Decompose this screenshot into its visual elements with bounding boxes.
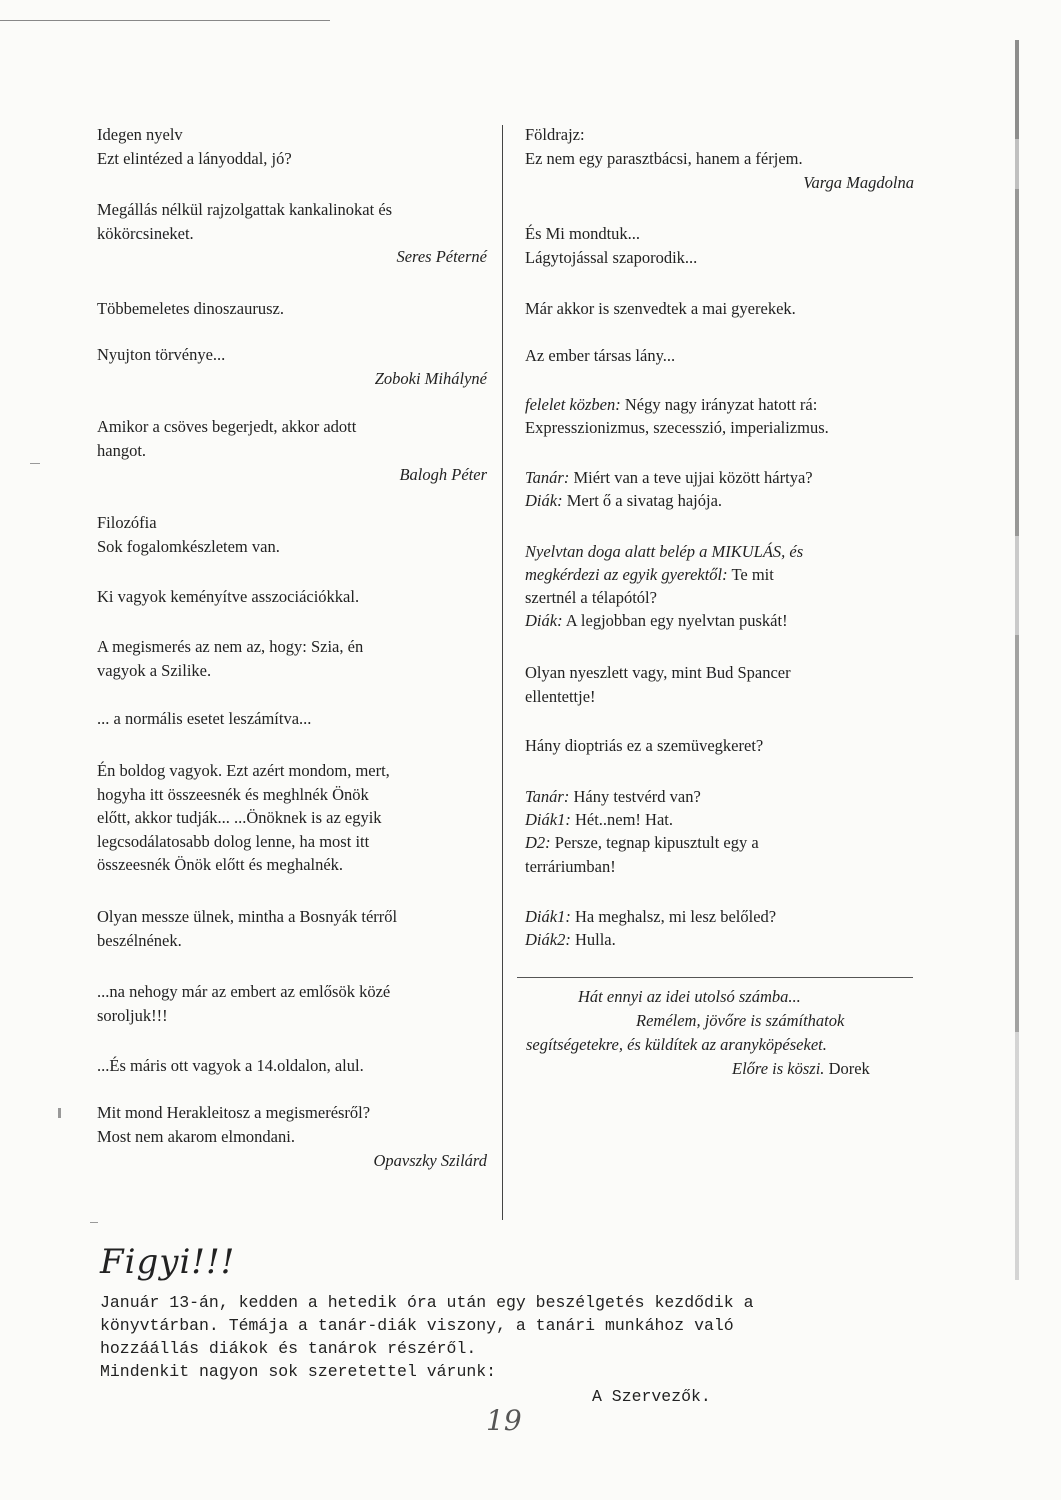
text-line bbox=[525, 564, 774, 587]
text-line: Expresszionizmus, szecesszió, imperializmus. bbox=[525, 418, 829, 437]
text-line: ellentettje! bbox=[525, 686, 596, 706]
scan-speck bbox=[90, 1222, 98, 1223]
text-line bbox=[525, 786, 701, 809]
closing-note-thanks: Előre is köszi. bbox=[732, 1059, 825, 1078]
column-divider bbox=[502, 125, 503, 1220]
text-line: vagyok a Szilike. bbox=[97, 660, 212, 680]
text-line: ...És máris ott vagyok a 14.oldalon, alul. bbox=[97, 1056, 364, 1075]
speaker-text: Hulla. bbox=[570, 930, 616, 949]
closing-note-line-3: segítségetekre, és küldítek az aranyköpéseket. bbox=[526, 1035, 827, 1054]
author-signature: Balogh Péter bbox=[399, 465, 487, 484]
announcement-line: hozzáállás diákok és tanárok részéről. bbox=[100, 1339, 477, 1358]
speaker-label: Tanár: bbox=[525, 787, 570, 806]
text-line: ...na nehogy már az embert az emlősök közé bbox=[97, 982, 391, 1001]
text-line: Mit mond Herakleitosz a megismerésről? bbox=[97, 1103, 371, 1122]
closing-note-line-2: Remélem, jövőre is számíthatok bbox=[636, 1011, 845, 1030]
announcement-line: Január 13-án, kedden a hetedik óra után egy beszélgetés kezdődik a bbox=[100, 1293, 754, 1312]
speaker-text: Miért van a teve ujjai között hártya? bbox=[569, 468, 813, 487]
text-line: Nyelvtan doga alatt belép a MIKULÁS, és bbox=[525, 542, 804, 561]
announcement-heading: Figyi!!! bbox=[100, 1242, 236, 1282]
speaker-label: D2: bbox=[525, 833, 551, 852]
text-line: összeesnék Önök előtt és meghalnék. bbox=[97, 855, 344, 874]
text-line: Ki vagyok keményítve asszociációkkal. bbox=[97, 587, 360, 606]
text-line: Idegen nyelv bbox=[97, 125, 183, 144]
text-line: hogyha itt összeesnék és meghlnék Önök bbox=[97, 784, 369, 804]
top-rule bbox=[0, 20, 330, 21]
closing-note-line-4 bbox=[732, 1058, 870, 1081]
text-line: Megállás nélkül rajzolgattak kankalinokat és bbox=[97, 200, 393, 219]
text-line: előtt, akkor tudják... ...Önöknek is az egyik bbox=[97, 808, 382, 827]
text-line: Olyan messze ülnek, mintha a Bosnyák térről bbox=[97, 907, 398, 926]
text-line bbox=[525, 467, 813, 490]
speaker-label: Tanár: bbox=[525, 468, 570, 487]
text-line: Most nem akarom elmondani. bbox=[97, 1126, 295, 1146]
speaker-label: Diák1: bbox=[525, 810, 571, 829]
right-column-separator bbox=[517, 977, 913, 978]
scan-edge-shadow bbox=[1015, 40, 1019, 1280]
author-signature: Zoboki Mihályné bbox=[374, 369, 487, 388]
text-line bbox=[525, 809, 673, 832]
speaker-text: Te mit bbox=[727, 565, 774, 584]
text-line: Amikor a csöves begerjedt, akkor adott bbox=[97, 417, 357, 436]
author-signature: Varga Magdolna bbox=[803, 173, 914, 192]
speaker-label: Diák: bbox=[525, 611, 563, 630]
text-line: Már akkor is szenvedtek a mai gyerekek. bbox=[525, 299, 796, 318]
author-signature: Seres Péterné bbox=[396, 247, 487, 266]
scan-speck bbox=[58, 1108, 61, 1118]
text-line: Ezt elintézed a lányoddal, jó? bbox=[97, 148, 292, 168]
text-line: kökörcsineket. bbox=[97, 223, 194, 243]
text-line: Filozófia bbox=[97, 513, 157, 532]
text-line: Olyan nyeszlett vagy, mint Bud Spancer bbox=[525, 663, 791, 682]
speaker-label: Diák: bbox=[525, 491, 563, 510]
text-line: terráriumban! bbox=[525, 857, 616, 876]
text-line: legcsodálatosabb dolog lenne, ha most itt bbox=[97, 831, 370, 851]
speaker-label: felelet közben: bbox=[525, 395, 621, 414]
text-line: beszélnének. bbox=[97, 930, 182, 950]
author-signature: Opavszky Szilárd bbox=[373, 1151, 487, 1170]
closing-note-signature: Dorek bbox=[824, 1059, 870, 1078]
speaker-text: Ha meghalsz, mi lesz belőled? bbox=[570, 907, 777, 926]
text-line: Földrajz: bbox=[525, 125, 585, 144]
text-line: Hány dioptriás ez a szemüvegkeret? bbox=[525, 736, 764, 755]
text-line: ... a normális esetet leszámítva... bbox=[97, 709, 312, 728]
text-line bbox=[525, 929, 616, 952]
text-line: Sok fogalomkészletem van. bbox=[97, 536, 280, 556]
speaker-text: Hány testvérd van? bbox=[569, 787, 701, 806]
text-line bbox=[525, 394, 817, 417]
text-line: Én boldog vagyok. Ezt azért mondom, mert, bbox=[97, 761, 390, 780]
text-line: A megismerés az nem az, hogy: Szia, én bbox=[97, 637, 364, 656]
text-line: Többemeletes dinoszaurusz. bbox=[97, 299, 284, 318]
speaker-text: Mert ő a sivatag hajója. bbox=[562, 491, 723, 510]
page-number: 19 bbox=[486, 1404, 522, 1437]
announcement-signature: A Szervezők. bbox=[592, 1387, 711, 1406]
text-line: szertnél a télapótól? bbox=[525, 588, 657, 607]
text-line: soroljuk!!! bbox=[97, 1005, 168, 1025]
text-line bbox=[525, 906, 776, 929]
announcement-line: Mindenkit nagyon sok szeretettel várunk: bbox=[100, 1362, 497, 1381]
text-line: Nyujton törvénye... bbox=[97, 345, 226, 364]
text-line: Lágytojással szaporodik... bbox=[525, 247, 698, 267]
speaker-text: A legjobban egy nyelvtan puskát! bbox=[562, 611, 788, 630]
text-line: Az ember társas lány... bbox=[525, 346, 676, 365]
closing-note-line-1: Hát ennyi az idei utolsó számba... bbox=[578, 987, 801, 1006]
speaker-text: Hét..nem! Hat. bbox=[570, 810, 674, 829]
announcement-line: könyvtárban. Témája a tanár-diák viszony, a tanári munkához való bbox=[100, 1316, 734, 1335]
speaker-label: megkérdezi az egyik gyerektől: bbox=[525, 565, 728, 584]
speaker-text: Persze, tegnap kipusztult egy a bbox=[550, 833, 759, 852]
text-line bbox=[525, 832, 759, 855]
text-line: hangot. bbox=[97, 440, 147, 460]
text-line bbox=[525, 490, 722, 513]
text-line: Ez nem egy parasztbácsi, hanem a férjem. bbox=[525, 148, 803, 168]
speaker-label: Diák2: bbox=[525, 930, 571, 949]
scan-speck bbox=[30, 463, 40, 464]
text-line: És Mi mondtuk... bbox=[525, 224, 641, 243]
speaker-label: Diák1: bbox=[525, 907, 571, 926]
text-line bbox=[525, 610, 788, 633]
speaker-text: Négy nagy irányzat hatott rá: bbox=[620, 395, 818, 414]
